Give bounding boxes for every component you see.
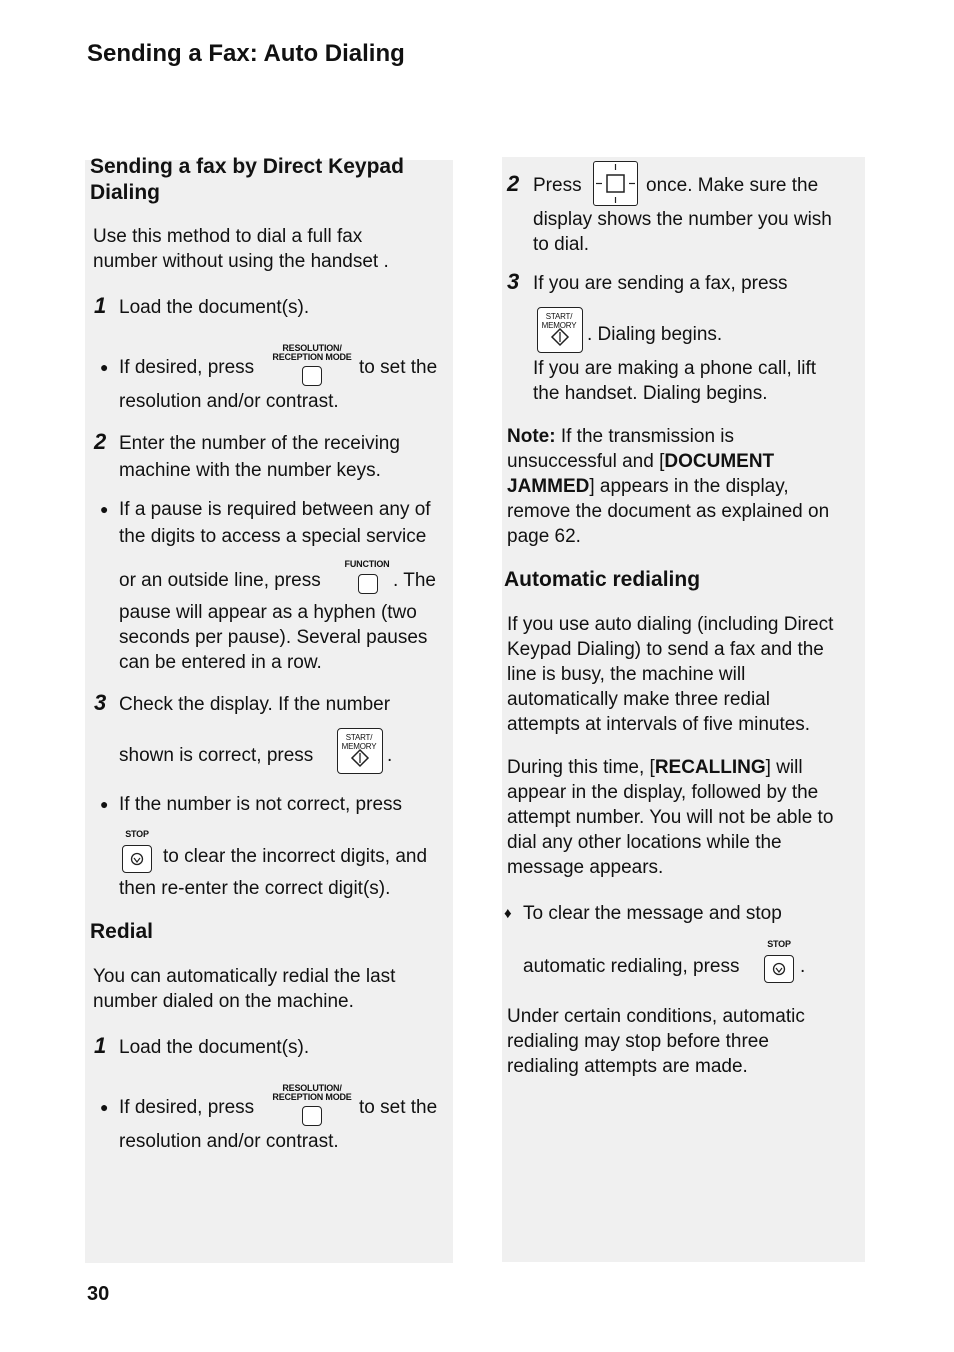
note-line: [507, 449, 774, 474]
paragraph-line: line is busy, the machine will: [507, 664, 746, 685]
start-memory-key-icon: [537, 307, 583, 353]
note-line: [507, 474, 789, 499]
bullet-text: resolution and/or contrast.: [119, 391, 339, 412]
bullet-text: resolution and/or contrast.: [119, 1131, 339, 1152]
bullet-text: can be entered in a row.: [119, 652, 322, 673]
bullet-text: pause will appear as a hyphen (two: [119, 602, 417, 623]
key-button: [358, 574, 378, 594]
section-heading-automatic-redialing: Automatic redialing: [504, 568, 701, 591]
bullet-dot: ●: [100, 501, 109, 517]
keypad-intro: Use this method to dial a full fax: [93, 226, 363, 247]
section-heading-keypad-2: Dialing: [90, 181, 161, 204]
recalling-message: RECALLING: [654, 757, 766, 778]
stop-key-icon: [121, 829, 155, 875]
note-text: unsuccessful and [: [507, 451, 665, 472]
section-heading-keypad: Sending a fax by Direct Keypad: [90, 155, 404, 178]
step-text: If you are making a phone call, lift: [533, 358, 817, 379]
paragraph-line: redialing may stop before three: [507, 1031, 769, 1052]
bullet-text: then re-enter the correct digit(s).: [119, 878, 391, 899]
paragraph-line: dial any other locations while the: [507, 832, 782, 853]
key-button: [764, 955, 794, 983]
bullet-text: the digits to access a special service: [119, 526, 427, 547]
step-number: 1: [94, 1033, 107, 1058]
section-heading-redial: Redial: [90, 920, 154, 943]
step-number: 2: [94, 429, 107, 454]
step-text: . Dialing begins.: [587, 324, 723, 345]
page-number: 30: [87, 1283, 110, 1305]
note-line: page 62.: [507, 526, 581, 547]
step-number: 1: [94, 293, 107, 318]
resolution-key-icon: [272, 344, 352, 388]
start-diamond-icon: [538, 308, 582, 352]
note-line: [507, 424, 734, 449]
paragraph-line: [507, 755, 803, 780]
key-label: STOP: [125, 829, 149, 839]
dial-key-icon: [593, 161, 638, 206]
stop-octagon-icon: [765, 956, 793, 982]
bullet-text: If the number is not correct, press: [119, 794, 403, 815]
note-display-message: JAMMED: [507, 476, 590, 497]
step-number: 3: [94, 690, 107, 715]
page-title: Sending a Fax: Auto Dialing: [87, 40, 405, 67]
key-button: [302, 366, 322, 386]
bullet-text: If desired, press: [119, 1097, 255, 1118]
key-label: START/ MEMORY: [341, 733, 377, 751]
paragraph-line: attempts at intervals of five minutes.: [507, 714, 811, 735]
note-label: Note:: [507, 426, 556, 447]
step-text: Load the document(s).: [119, 297, 310, 318]
bullet-dot: ●: [100, 1099, 109, 1115]
start-diamond-icon: [338, 729, 382, 773]
key-button: [537, 307, 583, 353]
step-text: .: [387, 745, 393, 766]
key-label: RESOLUTION/ RECEPTION MODE: [272, 343, 352, 362]
start-memory-key-icon: [337, 728, 383, 774]
tip-text: automatic redialing, press: [523, 956, 740, 977]
dial-frame-icon: [594, 162, 637, 205]
step-text: Press: [533, 175, 582, 196]
paragraph-text: During this time, [: [507, 757, 655, 778]
key-label: RESOLUTION/ RECEPTION MODE: [272, 1083, 352, 1102]
key-button: [122, 845, 152, 873]
key-button: [302, 1106, 322, 1126]
step-number: 3: [507, 269, 520, 294]
paragraph-line: If you use auto dialing (including Direct: [507, 614, 834, 635]
step-text: to dial.: [533, 234, 589, 255]
bullet-text: or an outside line, press: [119, 570, 321, 591]
tip-text: .: [800, 956, 806, 977]
bullet-dot: ●: [100, 359, 109, 375]
bullet-text: to set the: [359, 1097, 438, 1118]
step-text: shown is correct, press: [119, 745, 314, 766]
bullet-text: to set the: [359, 357, 438, 378]
note-text: ] appears in the display,: [589, 476, 789, 497]
paragraph-line: attempt number. You will not be able to: [507, 807, 834, 828]
keypad-intro-2: number without using the handset .: [93, 251, 389, 272]
step-text: Enter the number of the receiving: [119, 433, 400, 454]
key-label: FUNCTION: [344, 559, 390, 569]
paragraph-line: message appears.: [507, 857, 664, 878]
function-key-icon: [340, 560, 394, 598]
stop-octagon-icon: [123, 846, 151, 872]
step-text: machine with the number keys.: [119, 460, 381, 481]
bullet-text: seconds per pause). Several pauses: [119, 627, 428, 648]
step-text: If you are sending a fax, press: [533, 273, 788, 294]
redial-intro: You can automatically redial the last: [93, 966, 396, 987]
bullet-text: If a pause is required between any of: [119, 499, 431, 520]
note-text: If the transmission is: [555, 426, 735, 447]
bullet-text: If desired, press: [119, 357, 255, 378]
resolution-key-icon: [272, 1084, 352, 1128]
paragraph-line: redialing attempts are made.: [507, 1056, 748, 1077]
step-text: the handset. Dialing begins.: [533, 383, 768, 404]
diamond-bullet-icon: ♦: [504, 905, 512, 922]
paragraph-line: appear in the display, followed by the: [507, 782, 819, 803]
step-text: Check the display. If the number: [119, 694, 391, 715]
redial-intro-2: number dialed on the machine.: [93, 991, 354, 1012]
key-button: [593, 161, 638, 206]
key-label: STOP: [767, 939, 791, 949]
step-number: 2: [507, 171, 520, 196]
note-line: remove the document as explained on: [507, 501, 830, 522]
step-text: display shows the number you wish: [533, 209, 832, 230]
bullet-text: . The: [393, 570, 436, 591]
key-label: START/ MEMORY: [541, 312, 577, 330]
paragraph-line: Keypad Dialing) to send a fax and the: [507, 639, 824, 660]
key-button: [337, 728, 383, 774]
bullet-text: to clear the incorrect digits, and: [163, 846, 428, 867]
step-text: Load the document(s).: [119, 1037, 310, 1058]
bullet-dot: ●: [100, 796, 109, 812]
note-display-message: DOCUMENT: [664, 451, 775, 472]
paragraph-text: ] will: [765, 757, 803, 778]
paragraph-line: Under certain conditions, automatic: [507, 1006, 805, 1027]
tip-text: To clear the message and stop: [523, 903, 782, 924]
step-text: once. Make sure the: [646, 175, 819, 196]
paragraph-line: automatically make three redial: [507, 689, 770, 710]
stop-key-icon: [763, 939, 797, 985]
